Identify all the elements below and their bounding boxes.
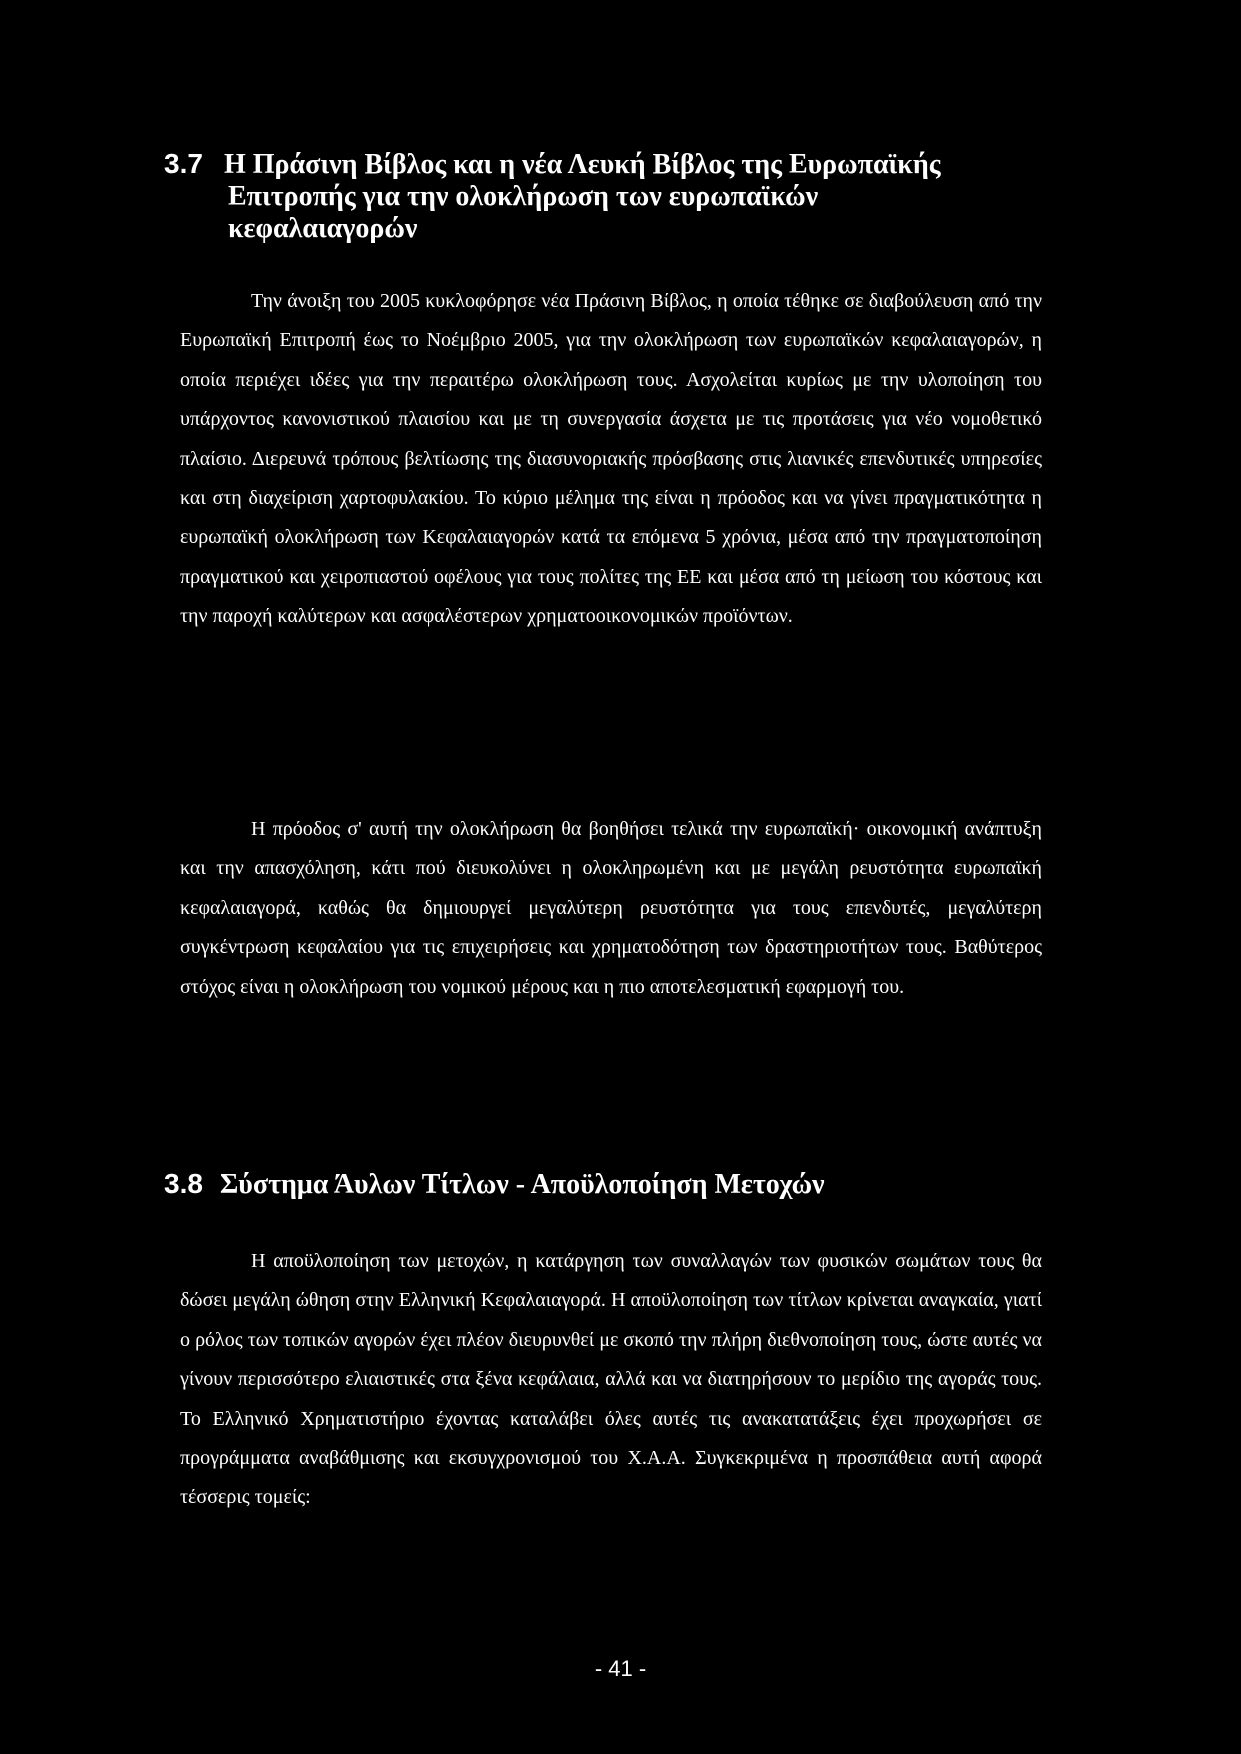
section-heading-3-7 [164, 148, 1064, 245]
section-number: 3.7 [164, 148, 203, 179]
paragraph: Η αποϋλοποίηση των μετοχών, η κατάργηση των συναλλαγών των φυσικών σωμάτων τους θα δώσει μεγάλη ώθηση στην Ελληνική Κεφαλαιαγορά. Η αποϋλοποίηση των τίτλων κρίνεται αναγκαία, γιατί ο ρόλος των τοπικών αγορών έχει πλέον διευρυνθεί με σκοπό την πλήρη διεθνοποίηση τους, ώστε αυτές να γίνουν περισσότερο ελιαιστικές στα ξένα κεφάλαια, αλλά και να διατηρήσουν το μερίδιο της αγοράς τους. Το Ελληνικό Χρηματιστήριο έχοντας καταλάβει όλες αυτές τις ανακατατάξεις έχει προχωρήσει σε προγράμματα αναβάθμισης και εκσυγχρονισμού του Χ.Α.Α. Συγκεκριμένα η προσπάθεια αυτή αφορά τέσσερις τομείς: [180, 1250, 1042, 1509]
section-number: 3.8 [164, 1168, 203, 1199]
paragraph: Την άνοιξη του 2005 κυκλοφόρησε νέα Πράσινη Βίβλος, η οποία τέθηκε σε διαβούλευση από την Ευρωπαϊκή Επιτροπή έως το Νοέμβριο 2005, για την ολοκλήρωση των ευρωπαϊκών κεφαλαιαγορών, η οποία περιέχει ιδέες για την περαιτέρω ολοκλήρωση τους. Ασχολείται κυρίως με την υλοποίηση του υπάρχοντος κανονιστικού πλαισίου και με τη συνεργασία άσχετα με τις προτάσεις για νέο νομοθετικό πλαίσιο. Διερευνά τρόπους βελτίωσης της διασυνοριακής πρόσβασης στις λιανικές επενδυτικές υπηρεσίες και στη διαχείριση χαρτοφυλακίου. Το κύριο μέλημα της είναι η πρόοδος και να γίνει πραγματικότητα η ευρωπαϊκή ολοκλήρωση των Κεφαλαιαγορών κατά τα επόμενα 5 χρόνια, μέσα από την πραγματοποίηση πραγματικού και χειροπιαστού οφέλους για τους πολίτες της ΕΕ και μέσα από τη μείωση του κόστους και την παροχή καλύτερων και ασφαλέστερων χρηματοοικονομικών προϊόντων. [180, 290, 1042, 628]
section-title-line-3: κεφαλαιαγορών [228, 213, 418, 244]
section-heading-3-8 [164, 1168, 1064, 1201]
section-title-line-1: Η Πράσινη Βίβλος και η νέα Λευκή Βίβλος της Ευρωπαϊκής [224, 149, 941, 180]
paragraph: Η πρόοδος σ' αυτή την ολοκλήρωση θα βοηθήσει τελικά την ευρωπαϊκή· οικονομική ανάπτυξη και την απασχόληση, κάτι πού διευκολύνει η ολοκληρωμένη και με μεγάλη ρευστότητα ευρωπαϊκή κεφαλαιαγορά, καθώς θα δημιουργεί μεγαλύτερη ρευστότητα για τους επενδυτές, μεγαλύτερη συγκέντρωση κεφαλαίου για τις επιχειρήσεις και χρηματοδότηση των δραστηριοτήτων τους. Βαθύτερος στόχος είναι η ολοκλήρωση του νομικού μέρους και η πιο αποτελεσματική εφαρμογή του. [180, 818, 1042, 998]
page-number: - 41 - [594, 1656, 647, 1681]
section-title-line-2: Επιτροπής για την ολοκλήρωση των ευρωπαϊκών [228, 181, 819, 212]
section-title-line-1: Σύστημα Άυλων Τίτλων - Αποϋλοποίηση Μετοχών [220, 1169, 825, 1200]
